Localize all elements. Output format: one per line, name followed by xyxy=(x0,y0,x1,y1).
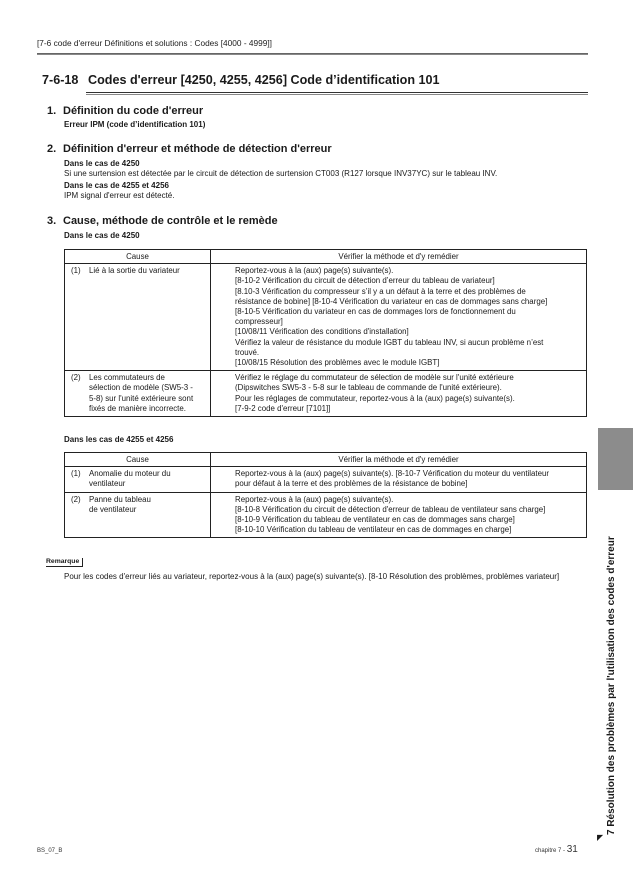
remedy-line: Vérifiez le réglage du commutateur de sélection de modèle sur l'unité extérieure xyxy=(235,373,514,383)
note-text: Pour les codes d'erreur liés au variateur, reportez-vous à la (aux) page(s) suivante(s). [8-10 Résolution des problèmes, problèmes variateur] xyxy=(64,572,560,581)
header-remedy: Vérifier la méthode et d'y remédier xyxy=(211,453,587,467)
reference-link[interactable]: compresseur] xyxy=(235,317,283,327)
cause-line: Panne du tableau xyxy=(89,494,151,504)
part1-title: Définition du code d'erreur xyxy=(63,105,204,117)
title-rule xyxy=(86,92,588,95)
table-header-row xyxy=(65,453,587,467)
footer-page-number: 31 xyxy=(566,844,578,855)
row-number: (2) xyxy=(71,373,81,383)
cause-cell xyxy=(65,492,211,538)
table-row xyxy=(65,264,587,371)
reference-link[interactable]: pour défaut à la terre et des problèmes de la résistance de bobine] xyxy=(235,479,468,489)
cause-line: 5-8) sur l'unité extérieure sont xyxy=(89,393,194,403)
chapter-tab-marker xyxy=(598,428,633,490)
remedy-line: Vérifiez la valeur de résistance du module IGBT du tableau INV, si aucun problème n’est xyxy=(235,337,544,347)
reference-link[interactable]: [8-10-9 Vérification du tableau de ventilateur en cas de dommages sans charge] xyxy=(235,515,515,525)
mouse-cursor-icon: ◤ xyxy=(597,833,604,842)
remedy-line: Reportez-vous à la (aux) page(s) suivante(s). xyxy=(235,494,394,504)
part2-case1-label: Dans le cas de 4250 xyxy=(64,159,140,168)
cause-cell xyxy=(65,467,211,492)
reference-link[interactable]: [8-10-8 Vérification du circuit de détection d'erreur de tableau de ventilateur sans charge] xyxy=(235,504,546,514)
part2-case2-label: Dans le cas de 4255 et 4256 xyxy=(64,181,169,190)
row-number: (2) xyxy=(71,494,81,504)
table2-label: Dans les cas de 4255 et 4256 xyxy=(64,435,174,444)
reference-link[interactable]: [8-10-2 Vérification du circuit de détection d’erreur du tableau de variateur] xyxy=(235,276,495,286)
remedy-line: trouvé. xyxy=(235,347,260,357)
cause-line: ventilateur xyxy=(89,479,126,489)
part2-case1-text: Si une surtension est détectée par le circuit de détection de surtension CT003 (R127 lorsque INV37YC) sur le tableau INV. xyxy=(64,169,498,178)
reference-link[interactable]: [8.10-3 Vérification du compresseur s’il y a un défaut à la terre et des problèmes de xyxy=(235,286,526,296)
cause-line: Lié à la sortie du variateur xyxy=(89,266,180,276)
row-number: (1) xyxy=(71,469,81,479)
reference-link[interactable]: [7-9-2 code d'erreur [7101]] xyxy=(235,403,331,413)
table-4255-4256 xyxy=(64,452,587,538)
cause-line: sélection de modèle (SW5-3 - xyxy=(89,383,193,393)
reference-link[interactable]: [8-10-10 Vérification du tableau de ventilateur en cas de dommages en charge] xyxy=(235,525,512,535)
header-cause: Cause xyxy=(65,453,211,467)
remedy-line: (Dipswitches SW5-3 - 5-8 sur le tableau de commande de l'unité extérieure). xyxy=(235,383,502,393)
footer-page xyxy=(535,844,578,855)
chapter-side-title: 7 Résolution des problèmes par l'utilisation des codes d'erreur xyxy=(606,536,617,835)
part1-number: 1. xyxy=(47,105,57,117)
table1-label: Dans le cas de 4250 xyxy=(64,231,140,240)
reference-link[interactable]: [8-10-5 Vérification du variateur en cas de dommages lors de fonctionnement du xyxy=(235,307,516,317)
remedy-line: Reportez-vous à la (aux) page(s) suivante(s). xyxy=(235,266,394,276)
remedy-line: Pour les réglages de commutateur, reportez-vous à la (aux) page(s) suivante(s). xyxy=(235,393,515,403)
remedy-cell xyxy=(211,264,587,371)
cause-line: de ventilateur xyxy=(89,504,137,514)
header-remedy: Vérifier la méthode et d'y remédier xyxy=(211,250,587,264)
table-header-row xyxy=(65,250,587,264)
remedy-cell xyxy=(211,467,587,492)
part2-heading xyxy=(47,143,332,155)
cause-line: Anomalie du moteur du xyxy=(89,469,171,479)
footer-chapter-label: chapitre 7 - xyxy=(535,848,567,854)
footer-doc-code: BS_07_B xyxy=(37,848,63,854)
header-rule xyxy=(37,53,588,55)
note-label: Remarque xyxy=(46,558,83,567)
table-4250 xyxy=(64,249,587,417)
reference-link[interactable]: résistance de bobine] [8-10-4 Vérification du variateur en cas de dommages sans charge] xyxy=(235,296,548,306)
table-row xyxy=(65,492,587,538)
reference-link[interactable]: [10/08/11 Vérification des conditions d'installation] xyxy=(235,327,409,337)
running-header: [7-6 code d'erreur Définitions et solutions : Codes [4000 - 4999]] xyxy=(37,38,272,48)
part3-number: 3. xyxy=(47,215,57,227)
part1-heading xyxy=(47,105,203,117)
section-title: Codes d'erreur [4250, 4255, 4256] Code d’identification 101 xyxy=(88,73,440,87)
cause-cell xyxy=(65,264,211,371)
part1-subtitle: Erreur IPM (code d’identification 101) xyxy=(64,120,206,129)
reference-link[interactable]: Reportez-vous à la (aux) page(s) suivante(s). [8-10-7 Vérification du moteur du ventilateur xyxy=(235,469,550,479)
remedy-cell xyxy=(211,371,587,417)
section-number: 7-6-18 xyxy=(42,73,79,87)
cause-line: Les commutateurs de xyxy=(89,373,165,383)
part2-number: 2. xyxy=(47,143,57,155)
part3-title: Cause, méthode de contrôle et le remède xyxy=(63,215,278,227)
part2-case2-text: IPM signal d'erreur est détecté. xyxy=(64,191,175,200)
table-row xyxy=(65,467,587,492)
cause-cell xyxy=(65,371,211,417)
part3-heading xyxy=(47,215,278,227)
reference-link[interactable]: [10/08/15 Résolution des problèmes avec le module IGBT] xyxy=(235,358,440,368)
table-row xyxy=(65,371,587,417)
row-number: (1) xyxy=(71,266,81,276)
cause-line: fixés de manière incorrecte. xyxy=(89,403,186,413)
part2-title: Définition d'erreur et méthode de détection d'erreur xyxy=(63,143,332,155)
header-cause: Cause xyxy=(65,250,211,264)
remedy-cell xyxy=(211,492,587,538)
